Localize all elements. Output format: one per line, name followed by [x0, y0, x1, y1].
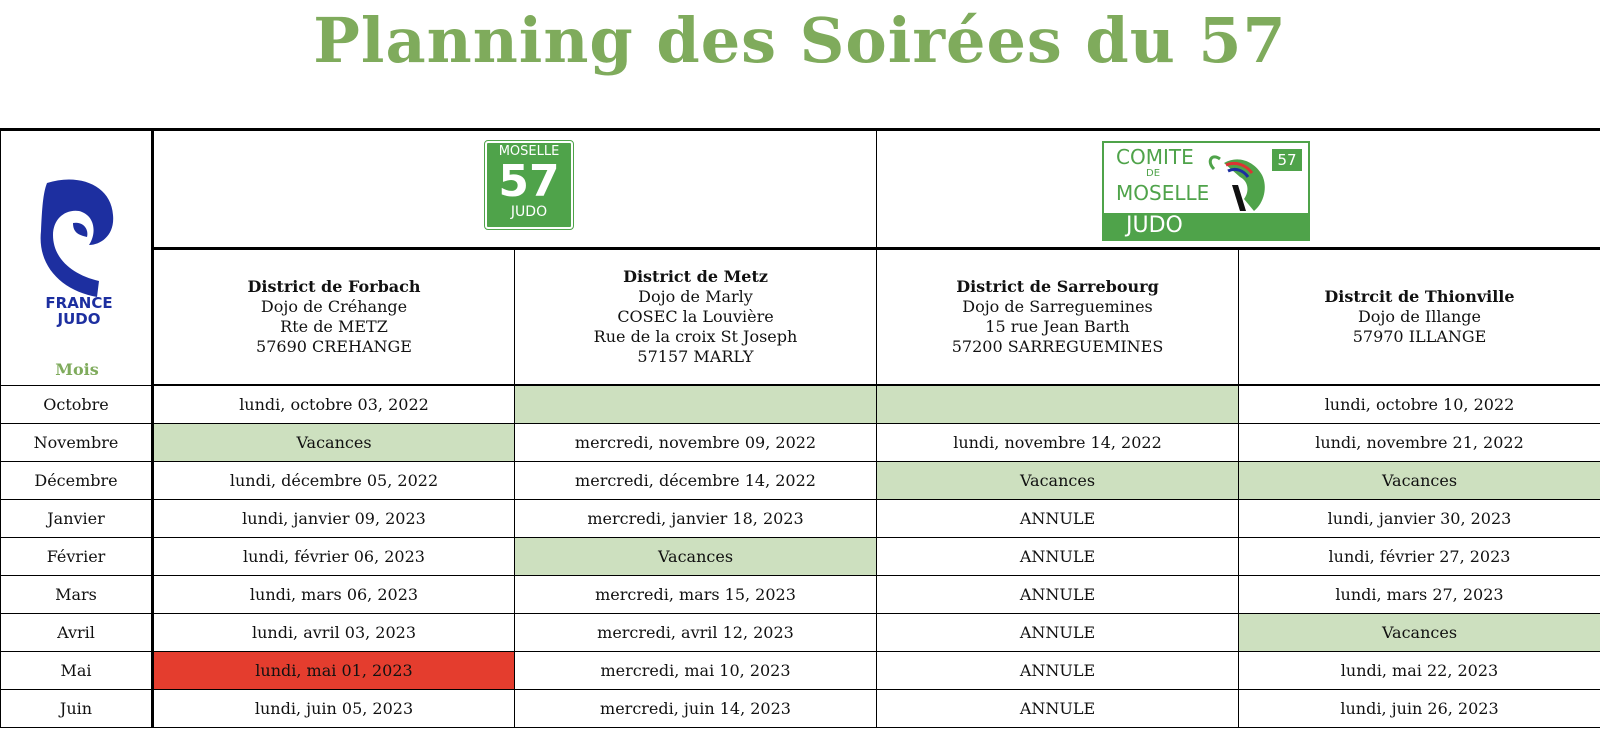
date-cell: ANNULE: [877, 614, 1239, 652]
logo-row: [1, 130, 1600, 249]
date-cell: mercredi, janvier 18, 2023: [515, 500, 877, 538]
month-cell: Mars: [1, 576, 153, 614]
date-cell: lundi, mai 01, 2023: [153, 652, 515, 690]
date-cell: lundi, mai 22, 2023: [1239, 652, 1600, 690]
table-row: [1, 614, 1600, 652]
month-cell: Juin: [1, 690, 153, 728]
table-row: [1, 462, 1600, 500]
moselle57-bottom-text: JUDO: [510, 204, 548, 220]
france-judo-line1: FRANCE: [45, 294, 113, 312]
mois-label: Mois: [55, 359, 99, 379]
district-line: 57200 SARREGUEMINES: [951, 337, 1164, 356]
date-cell: lundi, janvier 30, 2023: [1239, 500, 1600, 538]
table-row: [1, 424, 1600, 462]
schedule-rows: [1, 385, 1600, 728]
district-line: 57157 MARLY: [637, 347, 754, 366]
district-line: COSEC la Louvière: [617, 307, 774, 326]
district-line: Rte de METZ: [280, 317, 388, 336]
date-cell: mercredi, mars 15, 2023: [515, 576, 877, 614]
district-line: Dojo de Créhange: [260, 297, 408, 316]
table-row: [1, 652, 1600, 690]
comite-badge: 57: [1272, 149, 1302, 171]
moselle57-top-text: MOSELLE: [498, 144, 560, 159]
date-cell: lundi, janvier 09, 2023: [153, 500, 515, 538]
date-cell: lundi, février 06, 2023: [153, 538, 515, 576]
judoka-icon: [1204, 149, 1274, 217]
table-row: [1, 690, 1600, 728]
month-cell: Novembre: [1, 424, 153, 462]
district-name: Distrcit de Thionville: [1324, 287, 1515, 306]
date-cell: lundi, octobre 10, 2022: [1239, 385, 1600, 424]
date-cell: Vacances: [1239, 614, 1600, 652]
date-cell: lundi, octobre 03, 2022: [153, 385, 515, 424]
month-cell: Avril: [1, 614, 153, 652]
comite-line1: COMITE: [1116, 145, 1194, 169]
month-cell: Octobre: [1, 385, 153, 424]
district-name: District de Metz: [623, 267, 768, 286]
moselle57-logo-cell: [153, 130, 877, 249]
date-cell: mercredi, novembre 09, 2022: [515, 424, 877, 462]
district-line: Dojo de Sarreguemines: [962, 297, 1153, 316]
france-judo-logo-cell: [1, 130, 153, 386]
district-line: Dojo de Marly: [638, 287, 753, 306]
france-judo-line2: JUDO: [57, 310, 101, 328]
date-cell: [515, 385, 877, 424]
france-judo-wordmark: [31, 295, 127, 327]
date-cell: Vacances: [877, 462, 1239, 500]
district-metz: [515, 249, 877, 386]
districts-header-row: [1, 249, 1600, 386]
district-line: 15 rue Jean Barth: [985, 317, 1130, 336]
date-cell: mercredi, mai 10, 2023: [515, 652, 877, 690]
district-forbach: [153, 249, 515, 386]
month-cell: Mai: [1, 652, 153, 690]
date-cell: Vacances: [153, 424, 515, 462]
date-cell: lundi, mars 27, 2023: [1239, 576, 1600, 614]
comite-logo-cell: [877, 130, 1600, 249]
comite-line2: DE: [1146, 168, 1161, 179]
date-cell: lundi, juin 26, 2023: [1239, 690, 1600, 728]
date-cell: lundi, mars 06, 2023: [153, 576, 515, 614]
date-cell: lundi, février 27, 2023: [1239, 538, 1600, 576]
date-cell: lundi, décembre 05, 2022: [153, 462, 515, 500]
district-line: Dojo de Illange: [1357, 307, 1482, 326]
district-line: Rue de la croix St Joseph: [593, 327, 798, 346]
table-row: [1, 500, 1600, 538]
date-cell: ANNULE: [877, 576, 1239, 614]
district-line: 57970 ILLANGE: [1352, 327, 1487, 346]
date-cell: lundi, novembre 21, 2022: [1239, 424, 1600, 462]
date-cell: mercredi, avril 12, 2023: [515, 614, 877, 652]
date-cell: mercredi, décembre 14, 2022: [515, 462, 877, 500]
date-cell: lundi, avril 03, 2023: [153, 614, 515, 652]
page-title: Planning des Soirées du 57: [313, 4, 1287, 77]
comite-judo-text: JUDO: [1126, 213, 1183, 238]
table-row: [1, 385, 1600, 424]
date-cell: ANNULE: [877, 538, 1239, 576]
date-cell: Vacances: [515, 538, 877, 576]
date-cell: [877, 385, 1239, 424]
date-cell: ANNULE: [877, 690, 1239, 728]
district-line: 57690 CREHANGE: [256, 337, 412, 356]
month-cell: Janvier: [1, 500, 153, 538]
date-cell: lundi, novembre 14, 2022: [877, 424, 1239, 462]
moselle57-logo: [485, 141, 573, 229]
date-cell: ANNULE: [877, 500, 1239, 538]
district-name: District de Forbach: [247, 277, 421, 296]
month-cell: Février: [1, 538, 153, 576]
planning-table: [0, 128, 1600, 728]
moselle57-number: 57: [498, 156, 560, 207]
district-name: District de Sarrebourg: [956, 277, 1159, 296]
date-cell: Vacances: [1239, 462, 1600, 500]
comite-line3: MOSELLE: [1116, 181, 1210, 205]
comite-moselle-logo: [1102, 141, 1310, 241]
table-row: [1, 538, 1600, 576]
date-cell: mercredi, juin 14, 2023: [515, 690, 877, 728]
date-cell: lundi, juin 05, 2023: [153, 690, 515, 728]
date-cell: ANNULE: [877, 652, 1239, 690]
month-cell: Décembre: [1, 462, 153, 500]
district-sarrebourg: [877, 249, 1239, 386]
district-thionville: [1239, 249, 1600, 386]
table-row: [1, 576, 1600, 614]
